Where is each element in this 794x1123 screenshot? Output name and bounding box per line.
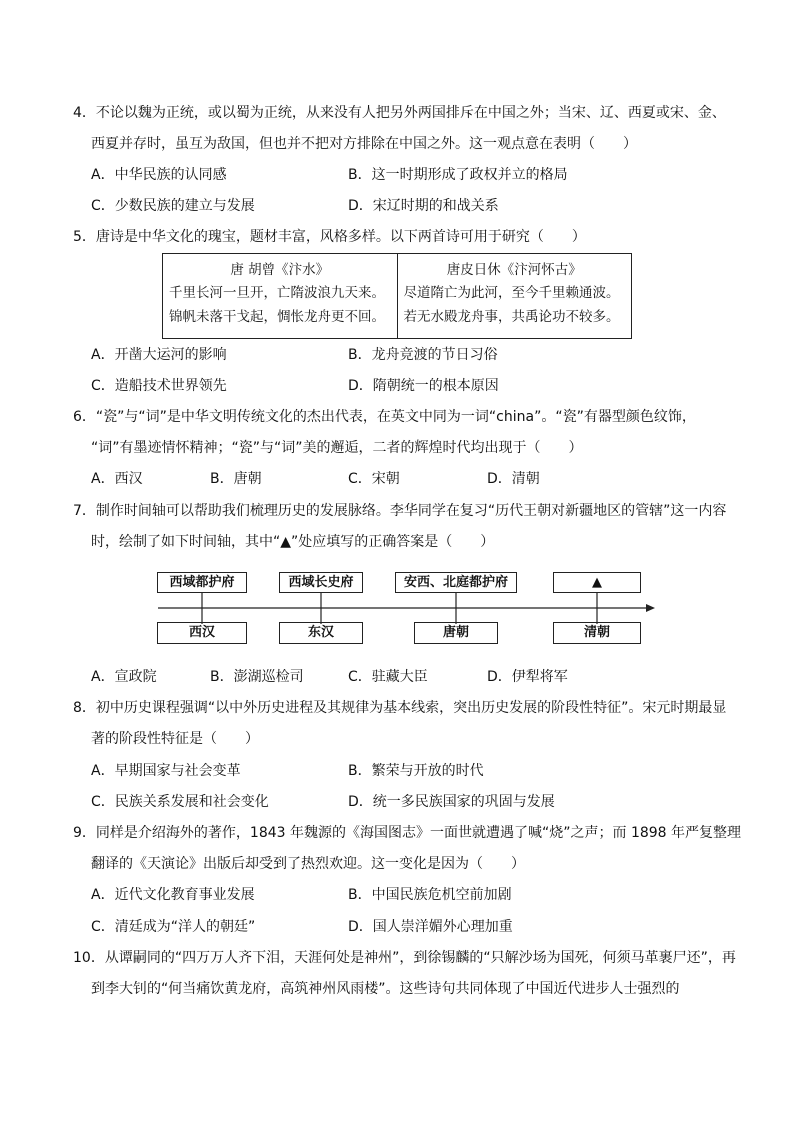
timeline-top-3: 安西、北庭都护府 — [395, 572, 517, 593]
q6-option-a: A．西汉 — [91, 471, 143, 487]
q6-option-c: C．宋朝 — [348, 471, 400, 487]
q8-option-b: B．繁荣与开放的时代 — [348, 763, 484, 779]
poem-left-title: 唐 胡曾《汴水》 — [230, 262, 330, 278]
q8-option-c: C．民族关系发展和社会变化 — [91, 794, 269, 810]
q7-option-a: A．宣政院 — [91, 669, 157, 685]
q6-option-b: B．唐朝 — [210, 471, 262, 487]
q9-stem-line1: 9．同样是介绍海外的著作，1843 年魏源的《海国图志》一面世就遭遇了喊“烧”之声；而 1898 年严复整理 — [73, 825, 742, 841]
poem-right-title: 唐皮日休《汴河怀古》 — [446, 262, 582, 278]
q6-stem-line1: 6．“瓷”与“词”是中华文明传统文化的杰出代表，在英文中同为一词“china”。“瓷”有器型颜色纹饰， — [73, 409, 696, 425]
q4-option-d: D．宋辽时期的和战关系 — [348, 198, 499, 214]
q8-stem-line2: 著的阶段性特征是（ ） — [91, 731, 259, 747]
triangle-marker-box: ▲ — [553, 572, 641, 593]
q5-option-b: B．龙舟竞渡的节日习俗 — [348, 347, 498, 363]
poem-left-line2: 锦帆未落干戈起，惆怅龙舟更不回。 — [169, 309, 385, 325]
q4-option-c: C．少数民族的建立与发展 — [91, 198, 255, 214]
q7-stem-line1: 7．制作时间轴可以帮助我们梳理历史的发展脉络。李华同学在复习“历代王朝对新疆地区的管辖”这一内容 — [73, 503, 727, 519]
timeline-bottom-3: 唐朝 — [414, 622, 498, 644]
q7-option-d: D．伊犁将军 — [487, 669, 568, 685]
q9-stem-line2: 翻译的《天演论》出版后却受到了热烈欢迎。这一变化是因为（ ） — [91, 856, 525, 872]
q6-stem-line2: “词”有墨迹情怀精神；“瓷”与“词”美的邂逅，二者的辉煌时代均出现于（ ） — [91, 440, 583, 456]
poem-left-cell — [163, 254, 398, 339]
poem-left-line1: 千里长河一旦开，亡隋波浪九天来。 — [169, 285, 385, 301]
q9-option-c: C．清廷成为“洋人的朝廷” — [91, 919, 256, 935]
poem-table — [162, 253, 632, 339]
q8-stem-line1: 8．初中历史课程强调“以中外历史进程及其规律为基本线索，突出历史发展的阶段性特征”。宋元时期最显 — [73, 700, 727, 716]
q6-option-d: D．清朝 — [487, 471, 540, 487]
q9-option-a: A．近代文化教育事业发展 — [91, 887, 255, 903]
q8-option-d: D．统一多民族国家的巩固与发展 — [348, 794, 555, 810]
timeline-bottom-1: 西汉 — [157, 622, 247, 644]
q5-option-d: D．隋朝统一的根本原因 — [348, 378, 499, 394]
poem-right-cell — [397, 254, 632, 339]
q8-option-a: A．早期国家与社会变革 — [91, 763, 241, 779]
timeline-bottom-4: 清朝 — [553, 622, 641, 644]
q7-option-b: B．澎湖巡检司 — [210, 669, 304, 685]
q4-option-a: A．中华民族的认同感 — [91, 167, 227, 183]
timeline-top-2: 西域长史府 — [279, 572, 363, 593]
q5-option-c: C．造船技术世界领先 — [91, 378, 227, 394]
q5-stem-line1: 5．唐诗是中华文化的瑰宝，题材丰富，风格多样。以下两首诗可用于研究（ ） — [73, 229, 586, 245]
q4-stem-line1: 4．不论以魏为正统，或以蜀为正统，从来没有人把另外两国排斥在中国之外；当宋、辽、西夏或宋、金、 — [73, 105, 726, 121]
q7-stem-line2: 时，绘制了如下时间轴，其中“▲”处应填写的正确答案是（ ） — [91, 534, 495, 550]
poem-right-line2: 若无水殿龙舟事，共禹论功不较多。 — [403, 309, 620, 325]
q9-option-b: B．中国民族危机空前加剧 — [348, 887, 512, 903]
q4-stem-line2: 西夏并存时，虽互为敌国，但也并不把对方排除在中国之外。这一观点意在表明（ ） — [91, 136, 637, 152]
q5-option-a: A．开凿大运河的影响 — [91, 347, 227, 363]
q10-stem-line2: 到李大钊的“何当痛饮黄龙府，高筑神州风雨楼”。这些诗句共同体现了中国近代进步人士强烈的 — [91, 981, 680, 997]
q9-option-d: D．国人崇洋媚外心理加重 — [348, 919, 513, 935]
timeline-bottom-2: 东汉 — [279, 622, 363, 644]
q10-stem-line1: 10．从谭嗣同的“四万万人齐下泪，天涯何处是神州”，到徐锡麟的“只解沙场为国死，何须马革裹尸还”，再 — [73, 950, 736, 966]
poem-right-line1: 尽道隋亡为此河，至今千里赖通波。 — [403, 285, 620, 301]
timeline-top-1: 西域都护府 — [157, 572, 247, 593]
q4-option-b: B．这一时期形成了政权并立的格局 — [348, 167, 568, 183]
q7-option-c: C．驻藏大臣 — [348, 669, 428, 685]
